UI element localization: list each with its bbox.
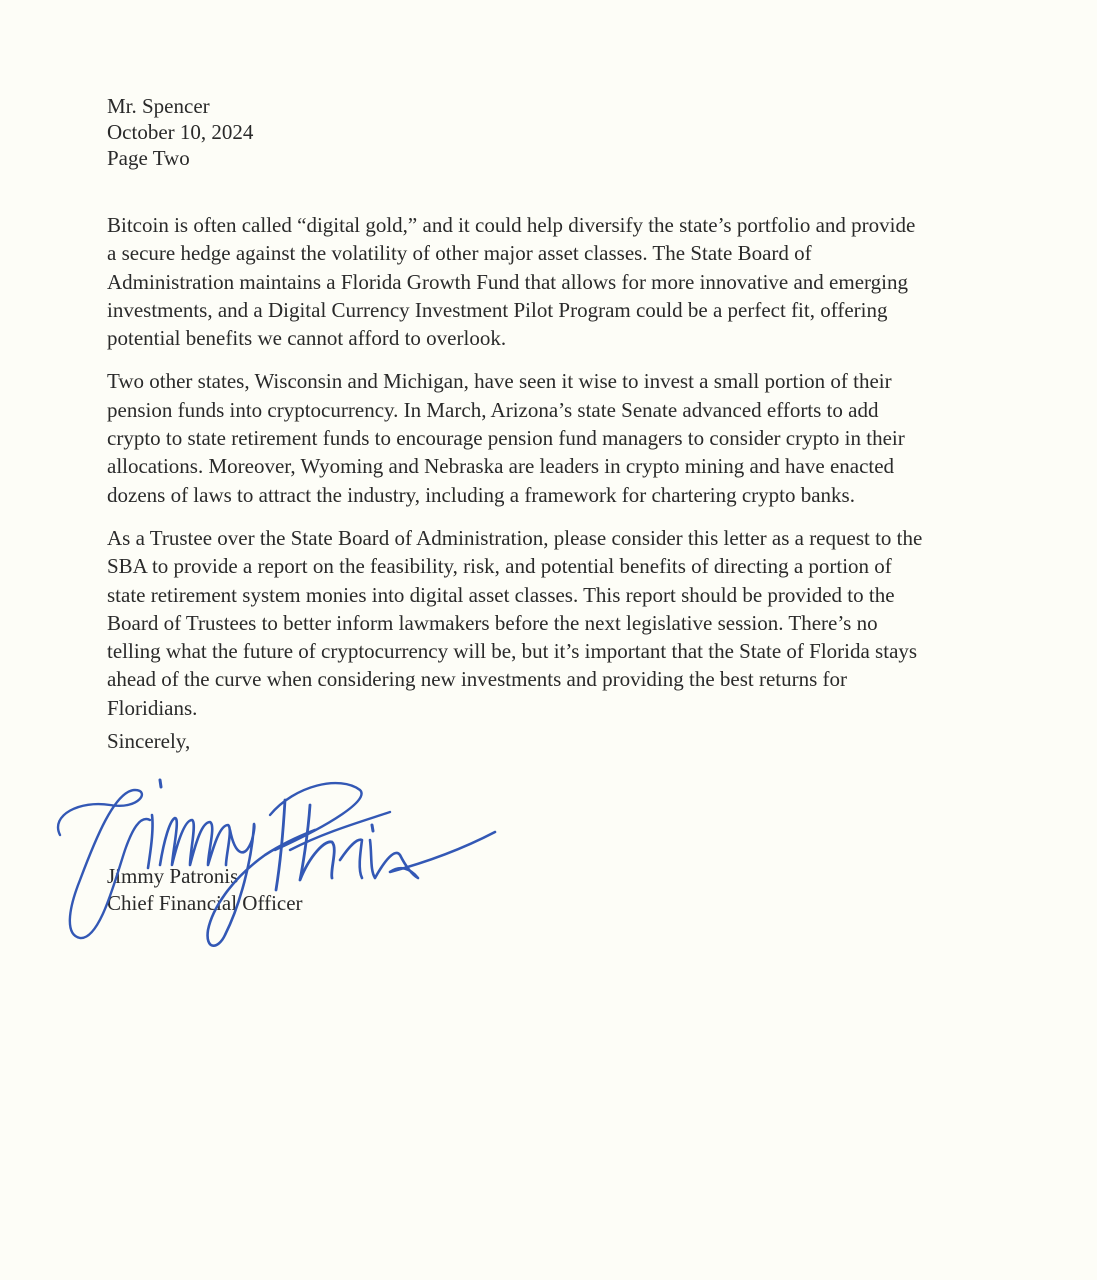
text-line: As a Trustee over the State Board of Administration, please consider this letter as a request to the [107, 525, 923, 550]
signature-icon [40, 760, 510, 960]
paragraph-bitcoin [107, 211, 987, 352]
letter-header [107, 93, 253, 171]
signer-name: Jimmy Patronis [107, 864, 239, 888]
letter-body [107, 211, 987, 737]
text-line: Administration maintains a Florida Growth Fund that allows for more innovative and emerging [107, 269, 908, 294]
text-line: dozens of laws to attract the industry, including a framework for chartering crypto banks. [107, 482, 855, 507]
text-line: SBA to provide a report on the feasibility, risk, and potential benefits of directing a portion of [107, 554, 892, 579]
signer-block [107, 863, 303, 917]
signer-title: Chief Financial Officer [107, 891, 303, 915]
text-line: potential benefits we cannot afford to overlook. [107, 326, 507, 351]
text-line: state retirement system monies into digital asset classes. This report should be provided to the [107, 582, 895, 607]
text-line: investments, and a Digital Currency Investment Pilot Program could be a perfect fit, offering [107, 297, 888, 322]
text-line: allocations. Moreover, Wyoming and Nebraska are leaders in crypto mining and have enacted [107, 454, 895, 479]
text-line: Floridians. [107, 695, 198, 720]
paragraph-other-states [107, 367, 987, 508]
closing-salutation: Sincerely, [107, 729, 191, 753]
page-label: Page Two [107, 146, 190, 170]
text-line: Bitcoin is often called “digital gold,” and it could help diversify the state’s portfolio and provide [107, 213, 916, 237]
paragraph-request [107, 524, 987, 722]
text-line: pension funds into cryptocurrency. In March, Arizona’s state Senate advanced efforts to add [107, 397, 879, 422]
recipient-name: Mr. Spencer [107, 94, 210, 118]
text-line: ahead of the curve when considering new investments and providing the best returns for [107, 667, 848, 692]
text-line: Two other states, Wisconsin and Michigan, have seen it wise to invest a small portion of their [107, 369, 892, 394]
text-line: crypto to state retirement funds to encourage pension fund managers to consider crypto in their [107, 426, 905, 451]
text-line: a secure hedge against the volatility of other major asset classes. The State Board of [107, 241, 812, 266]
text-line: telling what the future of cryptocurrency will be, but it’s important that the State of Florida stays [107, 639, 918, 664]
letter-date: October 10, 2024 [107, 120, 254, 144]
text-line: Board of Trustees to better inform lawmakers before the next legislative session. There’s no [107, 610, 878, 635]
